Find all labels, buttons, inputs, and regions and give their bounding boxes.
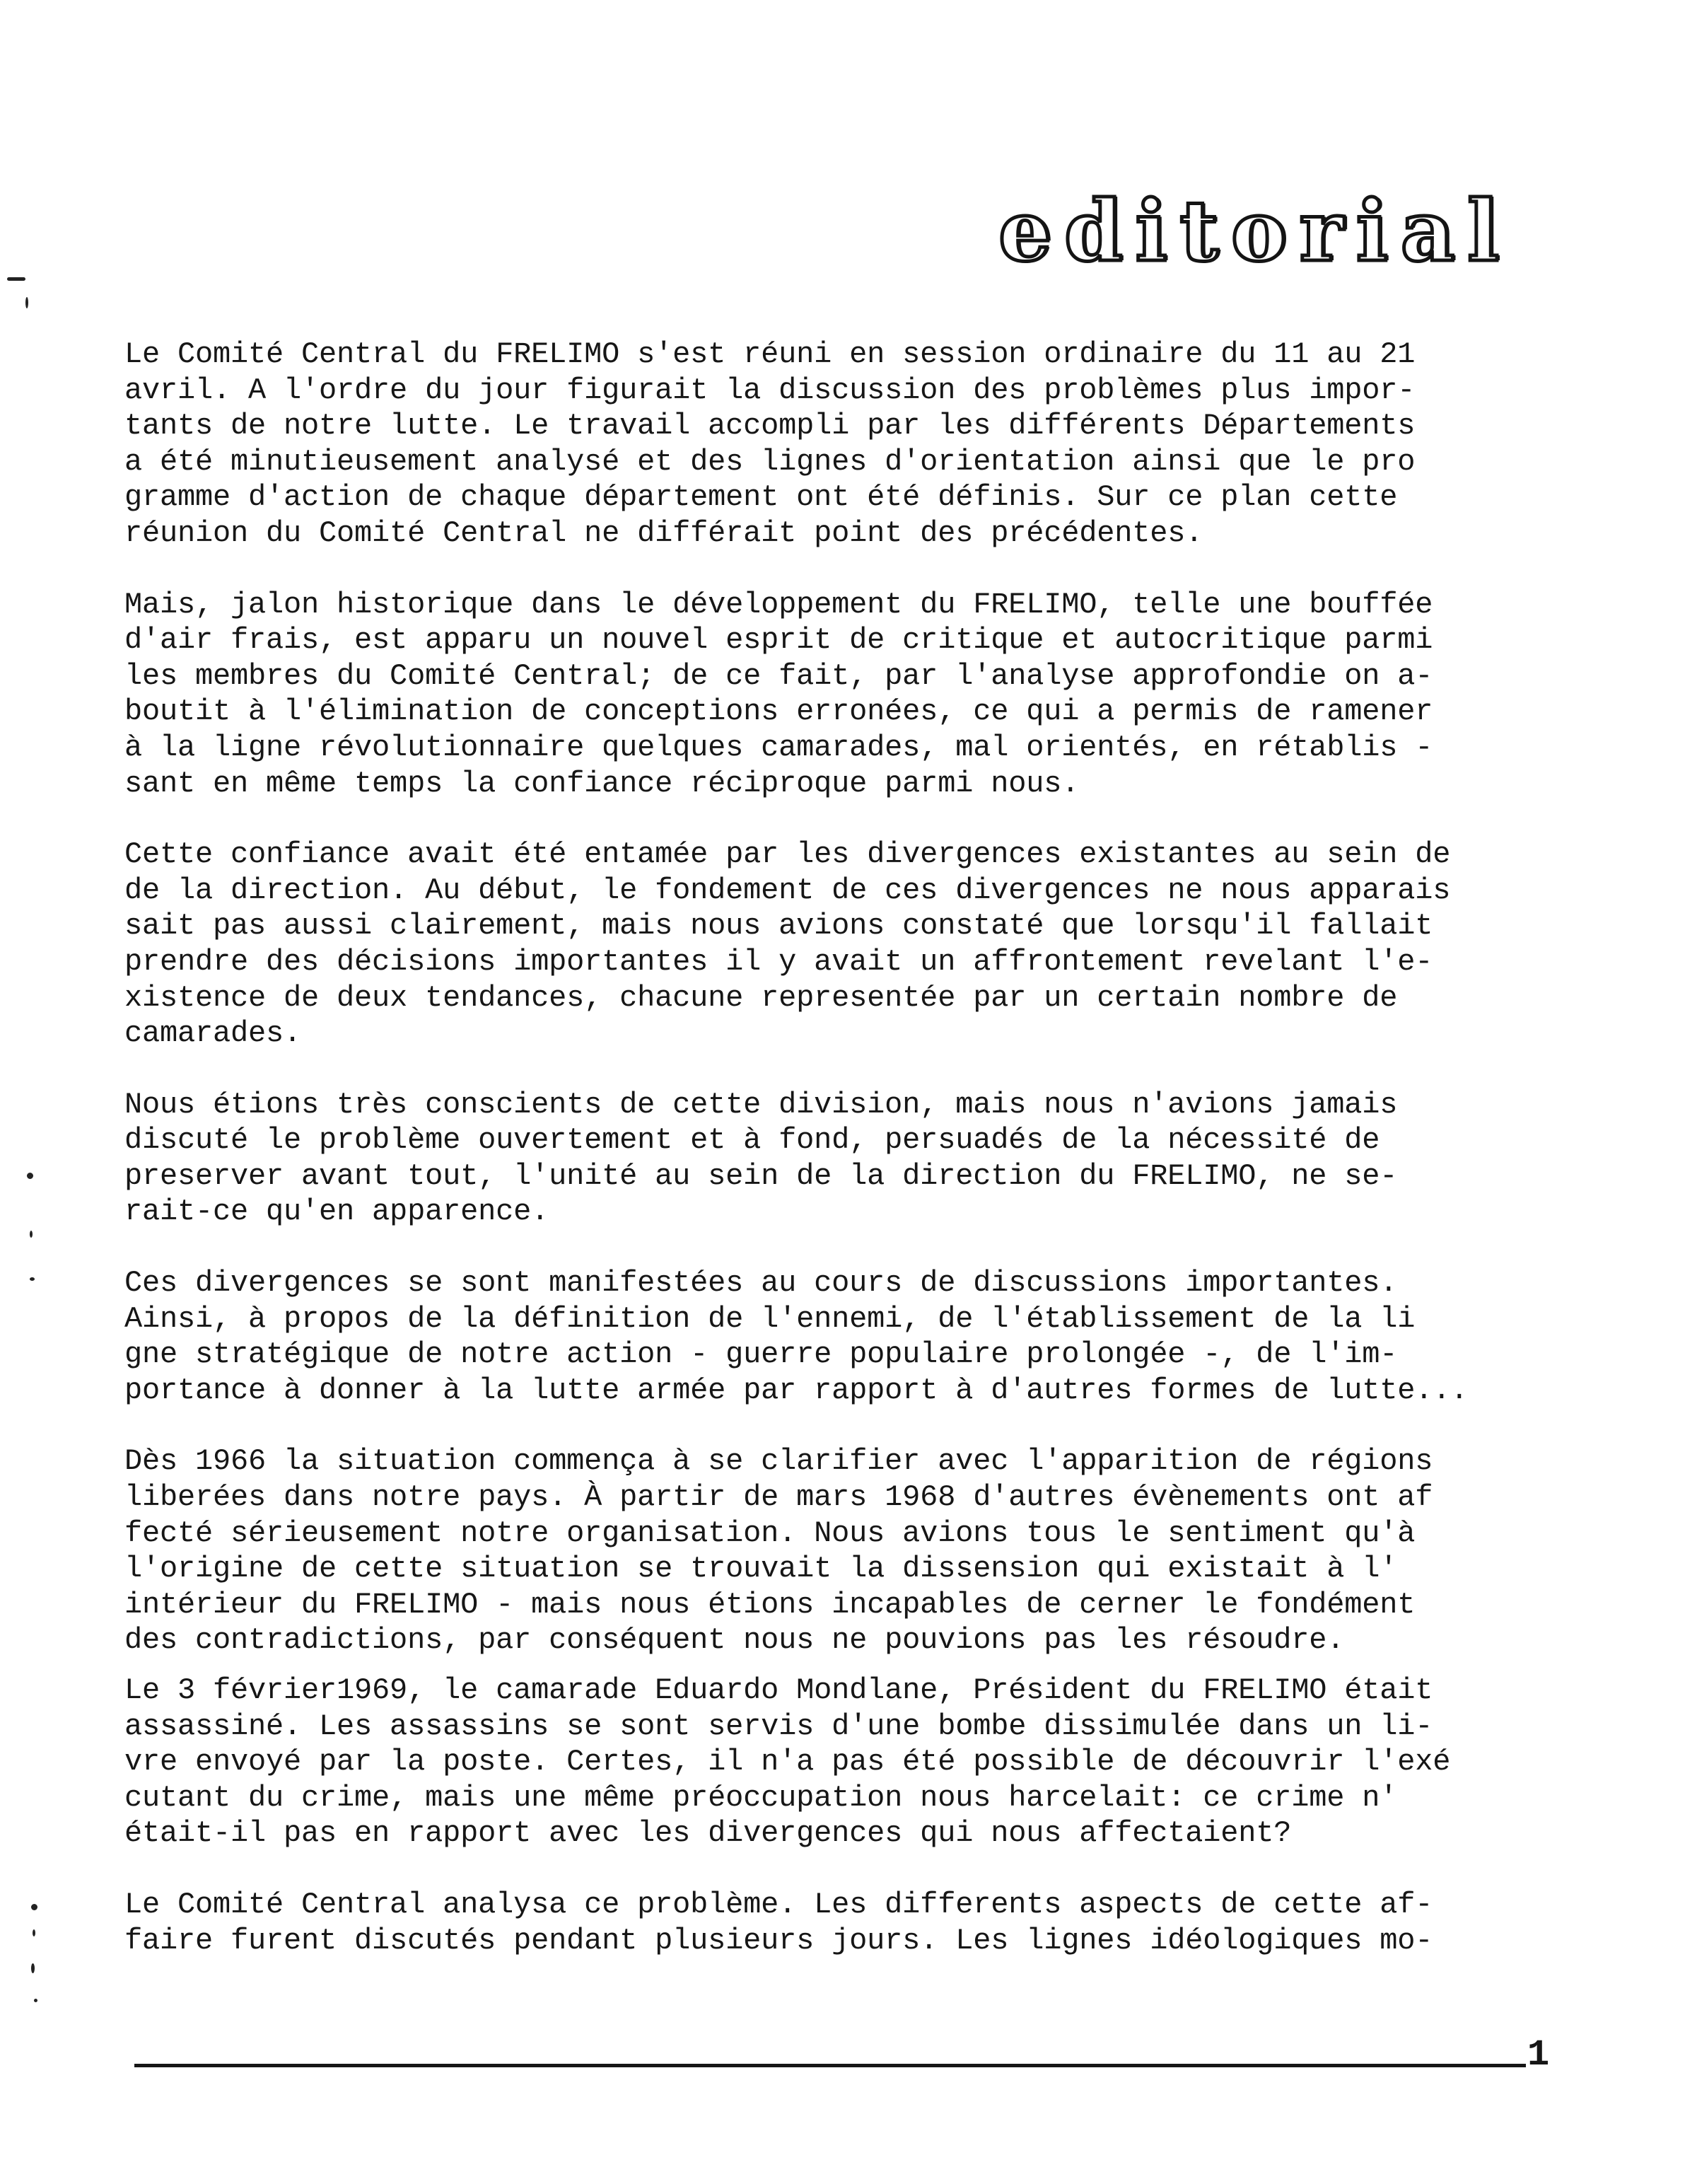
- paragraph-7: [124, 1673, 1609, 1852]
- text-line: Nous étions très conscients de cette division, mais nous n'avions jamais: [124, 1087, 1398, 1122]
- scan-speck: [7, 277, 25, 281]
- page-number: 1: [1527, 2034, 1550, 2076]
- text-line: preserver avant tout, l'unité au sein de la direction du FRELIMO, ne se-: [124, 1158, 1398, 1193]
- text-line: fecté sérieusement notre organisation. Nous avions tous le sentiment qu'à: [124, 1516, 1416, 1550]
- text-line: camarades.: [124, 1016, 302, 1051]
- paragraph-6: [124, 1444, 1609, 1659]
- text-line: portance à donner à la lutte armée par rapport à d'autres formes de lutte...: [124, 1373, 1469, 1407]
- footer-rule: [134, 2064, 1526, 2067]
- text-line: sant en même temps la confiance réciproque parmi nous.: [124, 766, 1080, 801]
- text-line: rait-ce qu'en apparence.: [124, 1195, 549, 1229]
- paragraph-4: [124, 1087, 1609, 1230]
- text-line: xistence de deux tendances, chacune representée par un certain nombre de: [124, 980, 1398, 1015]
- text-line: vre envoyé par la poste. Certes, il n'a pas été possible de découvrir l'exé: [124, 1745, 1451, 1779]
- paragraph-2: [124, 587, 1609, 802]
- scan-speck: [25, 297, 28, 308]
- text-line: les membres du Comité Central; de ce fait, par l'analyse approfondie on a-: [124, 658, 1433, 693]
- scan-speck: [30, 1277, 35, 1281]
- scan-speck: [30, 1231, 33, 1238]
- text-line: faire furent discutés pendant plusieurs jours. Les lignes idéologiques mo-: [124, 1923, 1433, 1958]
- editorial-heading: editorial: [998, 182, 1512, 280]
- text-line: gne stratégique de notre action - guerre populaire prolongée -, de l'im-: [124, 1337, 1398, 1372]
- text-line: prendre des décisions importantes il y avait un affrontement revelant l'e-: [124, 944, 1433, 979]
- text-line: d'air frais, est apparu un nouvel esprit de critique et autocritique parmi: [124, 623, 1433, 658]
- text-line: était-il pas en rapport avec les divergences qui nous affectaient?: [124, 1816, 1292, 1851]
- paragraph-1: [124, 337, 1609, 552]
- text-line: assassiné. Les assassins se sont servis d'une bombe dissimulée dans un li-: [124, 1709, 1433, 1743]
- text-line: à la ligne révolutionnaire quelques camarades, mal orientés, en rétablis -: [124, 730, 1433, 765]
- scan-speck: [33, 1929, 35, 1936]
- text-line: tants de notre lutte. Le travail accompli par les différents Départements: [124, 409, 1416, 443]
- text-line: des contradictions, par conséquent nous ne pouvions pas les résoudre.: [124, 1623, 1345, 1658]
- text-line: Ces divergences se sont manifestées au cours de discussions importantes.: [124, 1266, 1398, 1301]
- text-line: discuté le problème ouvertement et à fond, persuadés de la nécessité de: [124, 1123, 1380, 1158]
- scan-speck: [31, 1904, 37, 1910]
- text-line: sait pas aussi clairement, mais nous avions constaté que lorsqu'il fallait: [124, 909, 1433, 943]
- text-line: Mais, jalon historique dans le développement du FRELIMO, telle une bouffée: [124, 587, 1433, 622]
- text-line: réunion du Comité Central ne différait point des précédentes.: [124, 516, 1203, 550]
- text-line: intérieur du FRELIMO - mais nous étions incapables de cerner le fondément: [124, 1587, 1416, 1622]
- paragraph-3: [124, 837, 1609, 1052]
- text-line: boutit à l'élimination de conceptions erronées, ce qui a permis de ramener: [124, 695, 1433, 729]
- text-line: Le Comité Central du FRELIMO s'est réuni en session ordinaire du 11 au 21: [124, 337, 1416, 371]
- text-line: Cette confiance avait été entamée par les divergences existantes au sein de: [124, 837, 1451, 872]
- text-line: de la direction. Au début, le fondement de ces divergences ne nous apparais: [124, 873, 1451, 907]
- text-line: l'origine de cette situation se trouvait la dissension qui existait à l': [124, 1552, 1398, 1586]
- scan-speck: [31, 1963, 35, 1973]
- text-line: a été minutieusement analysé et des lignes d'orientation ainsi que le pro: [124, 444, 1416, 479]
- scan-speck: [27, 1173, 33, 1179]
- text-line: avril. A l'ordre du jour figurait la discussion des problèmes plus impor-: [124, 373, 1416, 407]
- article-body: [124, 337, 1609, 1958]
- scan-speck: [34, 1999, 37, 2002]
- text-line: Ainsi, à propos de la définition de l'ennemi, de l'établissement de la li: [124, 1301, 1416, 1336]
- text-line: gramme d'action de chaque département ont été définis. Sur ce plan cette: [124, 480, 1398, 515]
- text-line: cutant du crime, mais une même préoccupation nous harcelait: ce crime n': [124, 1780, 1398, 1815]
- paragraph-5: [124, 1265, 1609, 1408]
- text-line: Le Comité Central analysa ce problème. Les differents aspects de cette af-: [124, 1887, 1433, 1922]
- paragraph-8: [124, 1887, 1609, 1958]
- text-line: Le 3 février1969, le camarade Eduardo Mondlane, Président du FRELIMO était: [124, 1673, 1433, 1707]
- text-line: Dès 1966 la situation commença à se clarifier avec l'apparition de régions: [124, 1444, 1433, 1479]
- text-line: liberées dans notre pays. À partir de mars 1968 d'autres évènements ont af: [124, 1480, 1433, 1515]
